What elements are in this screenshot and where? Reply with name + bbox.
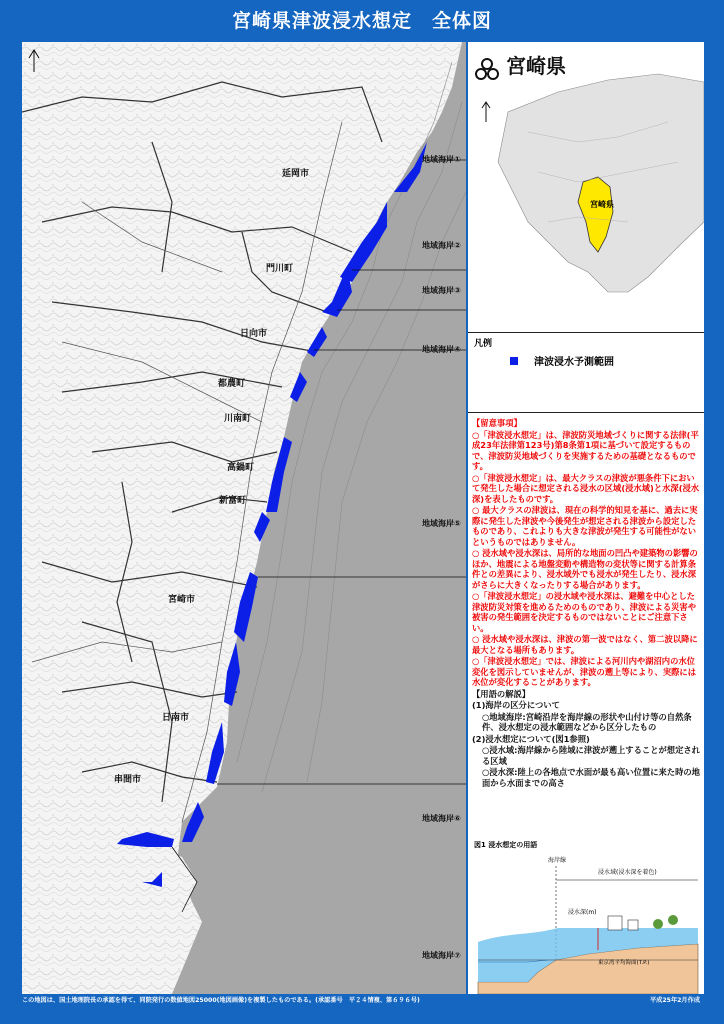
legend — [468, 332, 704, 413]
figure-title: 図1 浸水想定の用語 — [474, 841, 538, 849]
locator-inset — [468, 42, 704, 333]
figure-svg — [468, 832, 704, 994]
footer-copyright: この地図は、国土地理院長の承認を得て、同院発行の数値地図25000(地図画像)を複製したものである。(承認番号 平２４情複、第６９６号) — [22, 997, 420, 1004]
coast-label-1: 地域海岸① — [422, 155, 461, 164]
terms-1a: ○地域海岸:宮崎沿岸を海岸線の形状や山付け等の自然条件、浸水想定の浸水範囲などから区分したもの — [482, 711, 692, 732]
note-item-5: ○「津波浸水想定」の浸水域や浸水深は、避難を中心とした津波防災対策を進めるためのものであり、津波による災害や被害の発生範囲を決定するものではないことにご注意下さい。 — [472, 591, 697, 633]
legend-title: 凡例 — [474, 339, 493, 349]
inset-north-arrow-icon — [482, 102, 490, 122]
city-label-takanabe: 高鍋町 — [227, 463, 255, 473]
figure-datum: 東京湾平均海面(T.P.) — [598, 960, 650, 966]
coast-label-3: 地域海岸③ — [422, 286, 461, 295]
city-label-nobeoka: 延岡市 — [282, 169, 310, 179]
note-item-2: ○「津波浸水想定」は、最大クラスの津波が悪条件下において発生した場合に想定される浸水の区域(浸水域)と水深(浸水深)を表したものです。 — [472, 472, 700, 504]
figure-1 — [468, 832, 704, 994]
locator-svg — [468, 42, 704, 332]
city-label-tsuno: 都農町 — [218, 379, 246, 389]
prefecture-name: 宮崎県 — [506, 54, 566, 78]
figure-shoreline: 海岸線 — [548, 857, 567, 864]
side-panel — [468, 42, 704, 994]
terms-header: 【用語の解説】 — [472, 688, 531, 699]
legend-label: 津波浸水予測範囲 — [534, 357, 614, 368]
city-label-kushima: 串間市 — [114, 775, 142, 785]
city-label-kadogawa: 門川町 — [266, 264, 294, 274]
footer — [22, 995, 712, 1004]
coast-label-5: 地域海岸⑤ — [422, 519, 461, 528]
map-svg — [22, 42, 466, 994]
notes-header: 【留意事項】 — [472, 418, 522, 428]
coast-label-2: 地域海岸② — [422, 241, 461, 250]
terms-1: (1)海岸の区分について — [472, 700, 560, 710]
figure-inundation-depth: 浸水深(m) — [568, 909, 597, 916]
note-item-1: ○「津波浸水想定」は、津波防災地域づくりに関する法律(平成23年法律第123号)第8条第1項に基づいて設定するもので、津波防災地域づくりを実施するための基礎となるものです。 — [472, 429, 699, 471]
page-title: 宮崎県津波浸水想定 全体図 — [231, 10, 492, 32]
city-label-shintomi: 新富町 — [219, 496, 247, 506]
terms-2b: ○浸水深:陸上の各地点で水面が最も高い位置に来た時の地面から水面までの高さ — [482, 767, 700, 788]
legend-swatch — [510, 357, 518, 365]
coast-label-4: 地域海岸④ — [422, 345, 461, 354]
note-item-6: ○ 浸水域や浸水深は、津波の第一波ではなく、第二波以降に最大となる場所もあります。 — [472, 634, 698, 655]
terms-2a: ○浸水域:海岸線から陸域に津波が遡上することが想定される区域 — [482, 745, 700, 766]
note-item-3: ○ 最大クラスの津波は、現在の科学的知見を基に、過去に実際に発生した津波や今後発生が想定される津波から設定したものであり、これよりも大きな津波が発生する可能性がないというものではありません。 — [472, 505, 698, 547]
figure-inundation-area: 浸水域(浸水深を着色) — [598, 869, 657, 876]
main-map[interactable] — [22, 42, 466, 994]
note-item-7: ○「津波浸水想定」では、津波による河川内や湖沼内の水位変化を図示していませんが、津波の遡上等により、実際には水位が変化することがあります。 — [472, 656, 697, 687]
footer-date: 平成25年2月作成 — [649, 997, 700, 1004]
city-label-hyuga: 日向市 — [240, 329, 268, 339]
coast-label-6: 地域海岸⑥ — [422, 814, 461, 823]
miyazaki-emblem-icon — [476, 59, 498, 79]
city-label-kawaminami: 川南町 — [224, 414, 252, 424]
inset-map-label: 宮崎県 — [590, 200, 614, 209]
terms-2: (2)浸水想定について(図1参照) — [472, 733, 590, 744]
note-item-4: ○ 浸水域や浸水深は、局所的な地面の凹凸や建築物の影響のほか、地震による地盤変動や構造物の変状等に関する計算条件との差異により、浸水域外でも浸水が発生したり、浸水深がさらに大きくなったりする場合があります。 — [472, 548, 698, 590]
figure-building — [608, 916, 622, 930]
notes-section — [472, 418, 702, 789]
city-label-nichinan: 日南市 — [162, 713, 190, 723]
coast-label-7: 地域海岸⑦ — [422, 951, 461, 960]
city-label-miyazaki: 宮崎市 — [168, 595, 196, 605]
